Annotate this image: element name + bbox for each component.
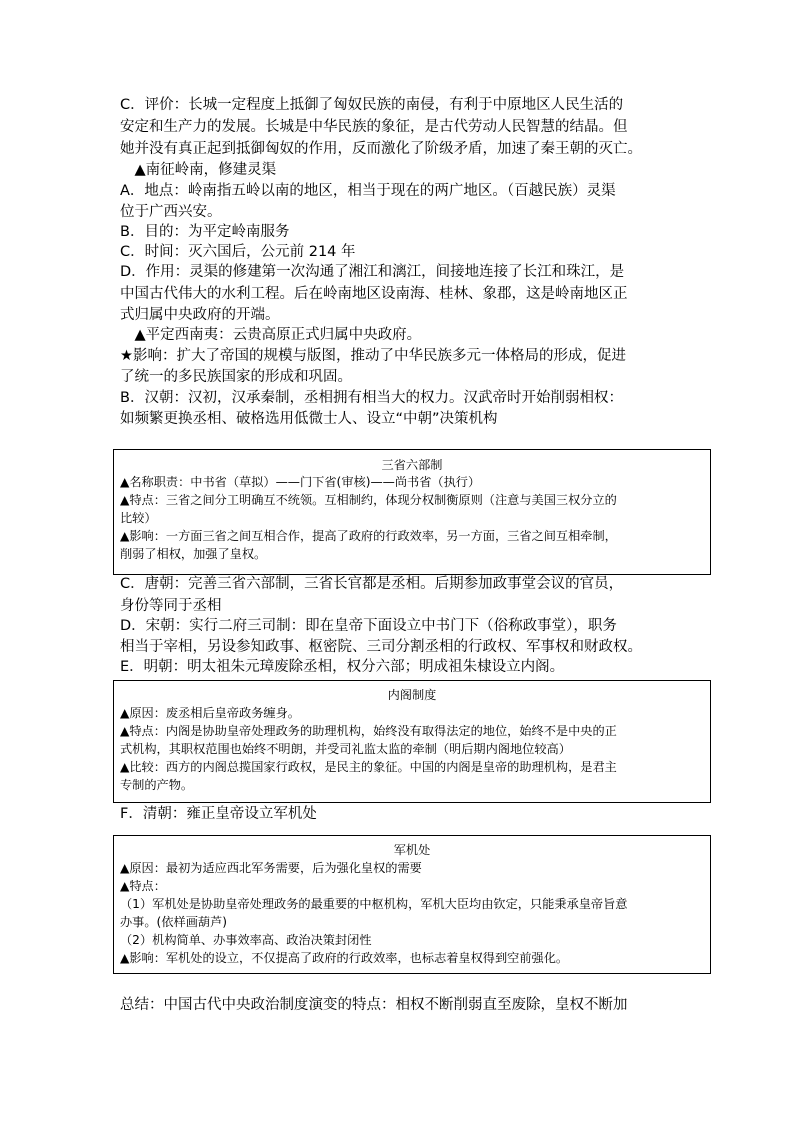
box-line: （2）机构简单、办事效率高、政治决策封闭性 (120, 933, 372, 947)
summary-line: 总结：中国古代中央政治制度演变的特点：相权不断削弱直至废除，皇权不断加 (120, 997, 628, 1013)
box-line: ▲影响：一方面三省之间互相合作，提高了政府的行政效率，另一方面，三省之间互相牵制， (120, 529, 617, 543)
box-line: 式机构，其职权范围也始终不明朗，并受司礼监太监的牵制（明后期内阁地位较高） (120, 742, 571, 756)
text-line: 相当于宰相，另设参知政事、枢密院、三司分割丞相的行政权、军事权和财政权。 (120, 639, 642, 655)
text-line: C．时间：灭六国后，公元前 214 年 (120, 244, 356, 260)
box-line: ▲原因：废丞相后皇帝政务缠身。 (120, 706, 300, 720)
text-line: 中国古代伟大的水利工程。后在岭南地区设南海、桂林、象郡，这是岭南地区正 (120, 286, 628, 302)
text-line: 了统一的多民族国家的形成和巩固。 (120, 369, 352, 385)
text-line: 如频繁更换丞相、破格选用低微士人、设立“中朝”决策机构 (120, 411, 498, 427)
box-title: 内阁制度 (387, 688, 437, 702)
text-line: C．评价：长城一定程度上抵御了匈奴民族的南侵，有利于中原地区人民生活的 (120, 97, 624, 113)
info-box-three-departments (113, 449, 711, 575)
box-line: 专制的产物。 (120, 778, 194, 792)
text-line: C．唐朝：完善三省六部制，三省长官都是丞相。后期参加政事堂会议的官员， (120, 576, 624, 592)
text-line: 式归属中央政府的开端。 (120, 307, 280, 323)
box-line: ▲特点：内阁是协助皇帝处理政务的助理机构，始终没有取得法定的地位，始终不是中央的正 (120, 724, 617, 738)
text-line: D．作用：灵渠的修建第一次沟通了湘江和漓江，间接地连接了长江和珠江，是 (120, 264, 625, 280)
text-line: ★影响：扩大了帝国的规模与版图，推动了中华民族多元一体格局的形成，促进 (120, 348, 626, 364)
box-line: （1）军机处是协助皇帝处理政务的最重要的中枢机构，军机大臣均由钦定，只能秉承皇帝旨意 (120, 897, 628, 911)
text-line: E．明朝：明太祖朱元璋废除丞相，权分六部；明成祖朱棣设立内阁。 (120, 659, 565, 675)
text-line: 安定和生产力的发展。长城是中华民族的象征，是古代劳动人民智慧的结晶。但 (120, 119, 628, 135)
box-line: ▲名称职责：中书省（草拟）——门下省(审核)——尚书省（执行） (120, 475, 481, 489)
box-line: 比较） (120, 511, 157, 525)
text-line: A．地点：岭南指五岭以南的地区，相当于现在的两广地区。（百越民族）灵渠 (120, 183, 616, 199)
info-box-cabinet (113, 680, 711, 803)
text-line: ▲南征岭南，修建灵渠 (120, 162, 277, 178)
box-title: 三省六部制 (381, 458, 443, 472)
box-title: 军机处 (393, 843, 431, 857)
box-line: ▲特点：三省之间分工明确互不统领。互相制约，体现分权制衡原则（注意与美国三权分立的 (120, 493, 617, 507)
text-line: F．清朝：雍正皇帝设立军机处 (120, 806, 317, 822)
text-line: ▲平定西南夷：云贵高原正式归属中央政府。 (120, 327, 422, 343)
text-line: 身份等同于丞相 (120, 598, 222, 614)
box-line: ▲影响：军机处的设立，不仅提高了政府的行政效率，也标志着皇权得到空前强化。 (120, 951, 569, 965)
box-line: ▲原因：最初为适应西北军务需要，后为强化皇权的需要 (120, 861, 422, 875)
box-line: ▲比较：西方的内阁总揽国家行政权，是民主的象征。中国的内阁是皇帝的助理机构，是君主 (120, 760, 617, 774)
text-line: D．宋朝：实行二府三司制：即在皇帝下面设立中书门下（俗称政事堂），职务 (120, 618, 617, 634)
text-line: 位于广西兴安。 (120, 204, 222, 220)
box-line: 办事。(依样画葫芦) (120, 915, 228, 929)
box-line: ▲特点： (120, 879, 166, 893)
info-box-grand-council (113, 835, 711, 974)
box-line: 削弱了相权，加强了皇权。 (120, 547, 267, 561)
text-line: 她并没有真正起到抵御匈奴的作用，反而激化了阶级矛盾，加速了秦王朝的灭亡。 (120, 141, 642, 157)
text-line: B．汉朝：汉初，汉承秦制，丞相拥有相当大的权力。汉武帝时开始削弱相权： (120, 390, 623, 406)
text-line: B．目的：为平定岭南服务 (120, 224, 290, 240)
